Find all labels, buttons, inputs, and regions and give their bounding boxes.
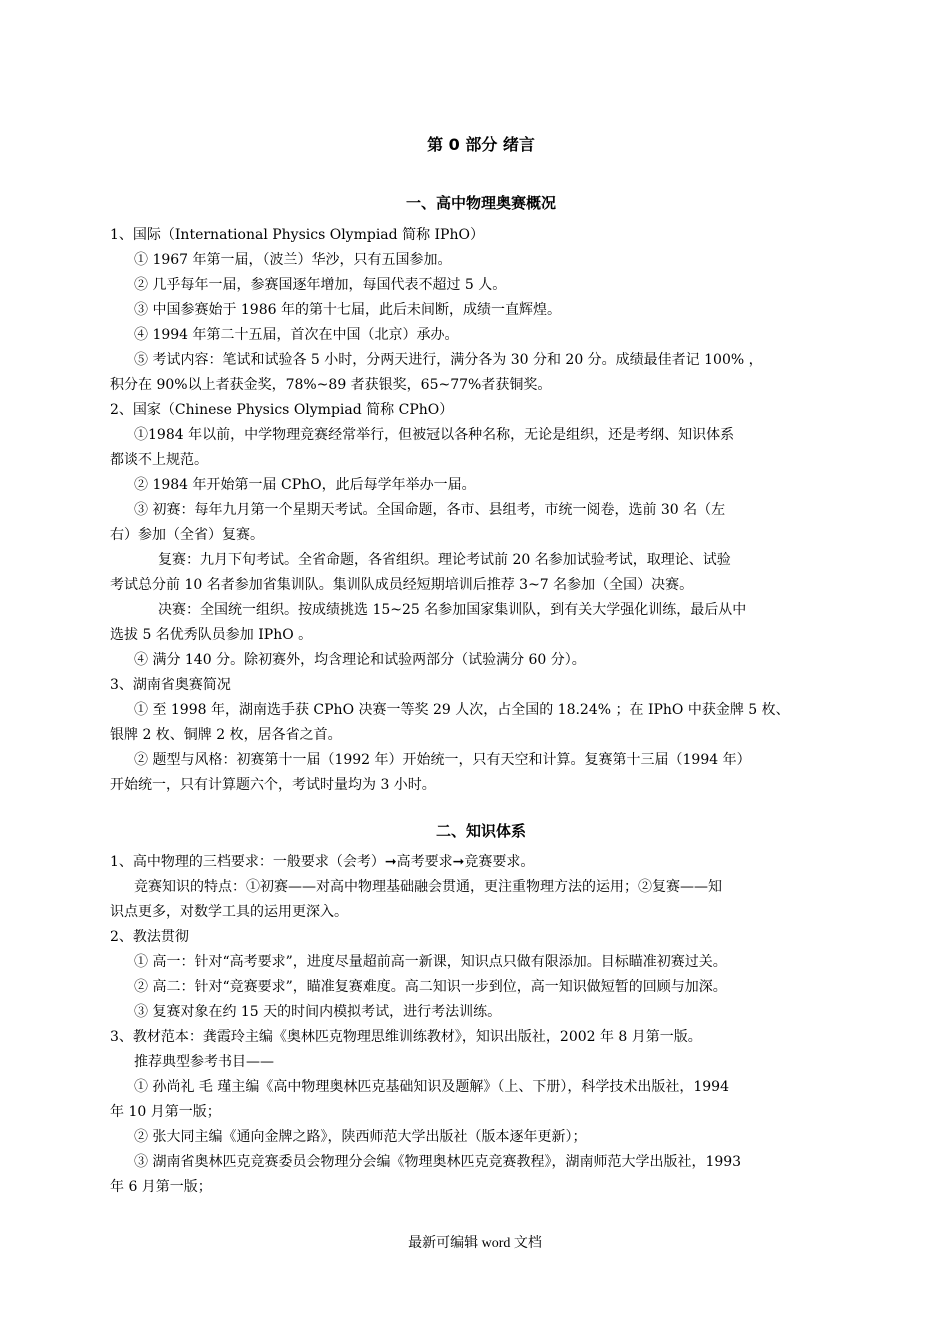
text-line: ④ 满分 140 分。除初赛外，均含理论和试验两部分（试验满分 60 分）。 (134, 652, 586, 668)
text-line: 竞赛知识的特点：①初赛——对高中物理基础融会贯通，更注重物理方法的运用；②复赛——知 (134, 879, 722, 895)
section-heading-knowledge: 二、知识体系 (435, 822, 526, 840)
text-line: 银牌 2 枚、铜牌 2 枚，居各省之首。 (110, 727, 342, 743)
text-line: ③ 湖南省奥林匹克竞赛委员会物理分会编《物理奥林匹克竞赛教程》，湖南师范大学出版社，1993 (134, 1154, 742, 1170)
text-line: ① 1967 年第一届，（波兰）华沙，只有五国参加。 (134, 252, 452, 268)
text-line: 决赛：全国统一组织。按成绩挑选 15~25 名参加国家集训队，到有关大学强化训练，最后从中 (158, 602, 747, 618)
text-line: 1、高中物理的三档要求：一般要求（会考）➞高考要求➞竞赛要求。 (110, 854, 535, 870)
text-line: 右）参加（全省）复赛。 (110, 527, 264, 543)
text-line: ③ 初赛：每年九月第一个星期天考试。全国命题，各市、县组考，市统一阅卷，选前 30 名（左 (134, 502, 726, 518)
text-line: 都谈不上规范。 (110, 452, 208, 468)
section-heading-overview: 一、高中物理奥赛概况 (405, 194, 556, 212)
text-line: ③ 复赛对象在约 15 天的时间内模拟考试，进行考法训练。 (134, 1004, 502, 1020)
text-line: ② 1984 年开始第一届 CPhO，此后每学年举办一届。 (134, 477, 476, 493)
text-line: 3、教材范本：龚霞玲主编《奥林匹克物理思维训练教材》，知识出版社，2002 年 8 月第一版。 (110, 1029, 702, 1045)
text-line: 选拔 5 名优秀队员参加 IPhO 。 (110, 627, 313, 643)
text-line: ①1984 年以前，中学物理竞赛经常举行，但被冠以各种名称，无论是组织，还是考纲、知识体系 (134, 427, 735, 443)
text-line: 年 10 月第一版； (110, 1104, 221, 1120)
text-line: 考试总分前 10 名者参加省集训队。集训队成员经短期培训后推荐 3~7 名参加（全国）决赛。 (110, 577, 694, 593)
text-line: 识点更多，对数学工具的运用更深入。 (110, 904, 348, 920)
text-line: ② 题型与风格：初赛第十一届（1992 年）开始统一，只有天空和计算。复赛第十三届（1994 年） (134, 752, 751, 768)
text-line: ② 张大同主编《通向金牌之路》，陕西师范大学出版社（版本逐年更新）； (134, 1129, 587, 1145)
text-line: ④ 1994 年第二十五届，首次在中国（北京）承办。 (134, 327, 459, 343)
text-line: 开始统一，只有计算题六个，考试时量均为 3 小时。 (110, 777, 436, 793)
document-title: 第 0 部分 绪言 (427, 135, 535, 154)
text-line: ① 高一：针对“高考要求”，进度尽量超前高一新课，知识点只做有限添加。目标瞄准初赛过关。 (134, 954, 727, 970)
text-line: 复赛：九月下旬考试。全省命题，各省组织。理论考试前 20 名参加试验考试，取理论、试验 (158, 552, 731, 568)
text-line: 1、国际（International Physics Olympiad 简称 IPhO） (110, 227, 484, 243)
text-line: 2、国家（Chinese Physics Olympiad 简称 CPhO） (110, 402, 454, 418)
text-line: 年 6 月第一版； (110, 1179, 212, 1195)
text-line: ② 几乎每年一届，参赛国逐年增加，每国代表不超过 5 人。 (134, 277, 507, 293)
section-body-knowledge (110, 850, 852, 1200)
text-line: ① 至 1998 年，湖南选手获 CPhO 决赛一等奖 29 人次，占全国的 18.24% ；在 IPhO 中获金牌 5 枚、 (134, 702, 790, 718)
text-line: ① 孙尚礼 毛 瑾主编《高中物理奥林匹克基础知识及题解》（上、下册），科学技术出版社，1994 (134, 1079, 729, 1095)
text-line: ② 高二：针对“竞赛要求”，瞄准复赛难度。高二知识一步到位，高一知识做短暂的回顾与加深。 (134, 979, 727, 995)
text-line: 积分在 90%以上者获金奖，78%~89 者获银奖，65~77%者获铜奖。 (110, 377, 552, 393)
text-line: ③ 中国参赛始于 1986 年的第十七届，此后未间断，成绩一直辉煌。 (134, 302, 561, 318)
section-body-overview (110, 223, 852, 798)
text-line: 2、教法贯彻 (110, 929, 189, 945)
page-footer: 最新可编辑 word 文档 (408, 1236, 542, 1251)
text-line: ⑤ 考试内容：笔试和试验各 5 小时，分两天进行，满分各为 30 分和 20 分。成绩最佳者记 100% ， (134, 352, 763, 368)
text-line: 3、湖南省奥赛简况 (110, 677, 231, 693)
text-line: 推荐典型参考书目—— (134, 1054, 274, 1070)
